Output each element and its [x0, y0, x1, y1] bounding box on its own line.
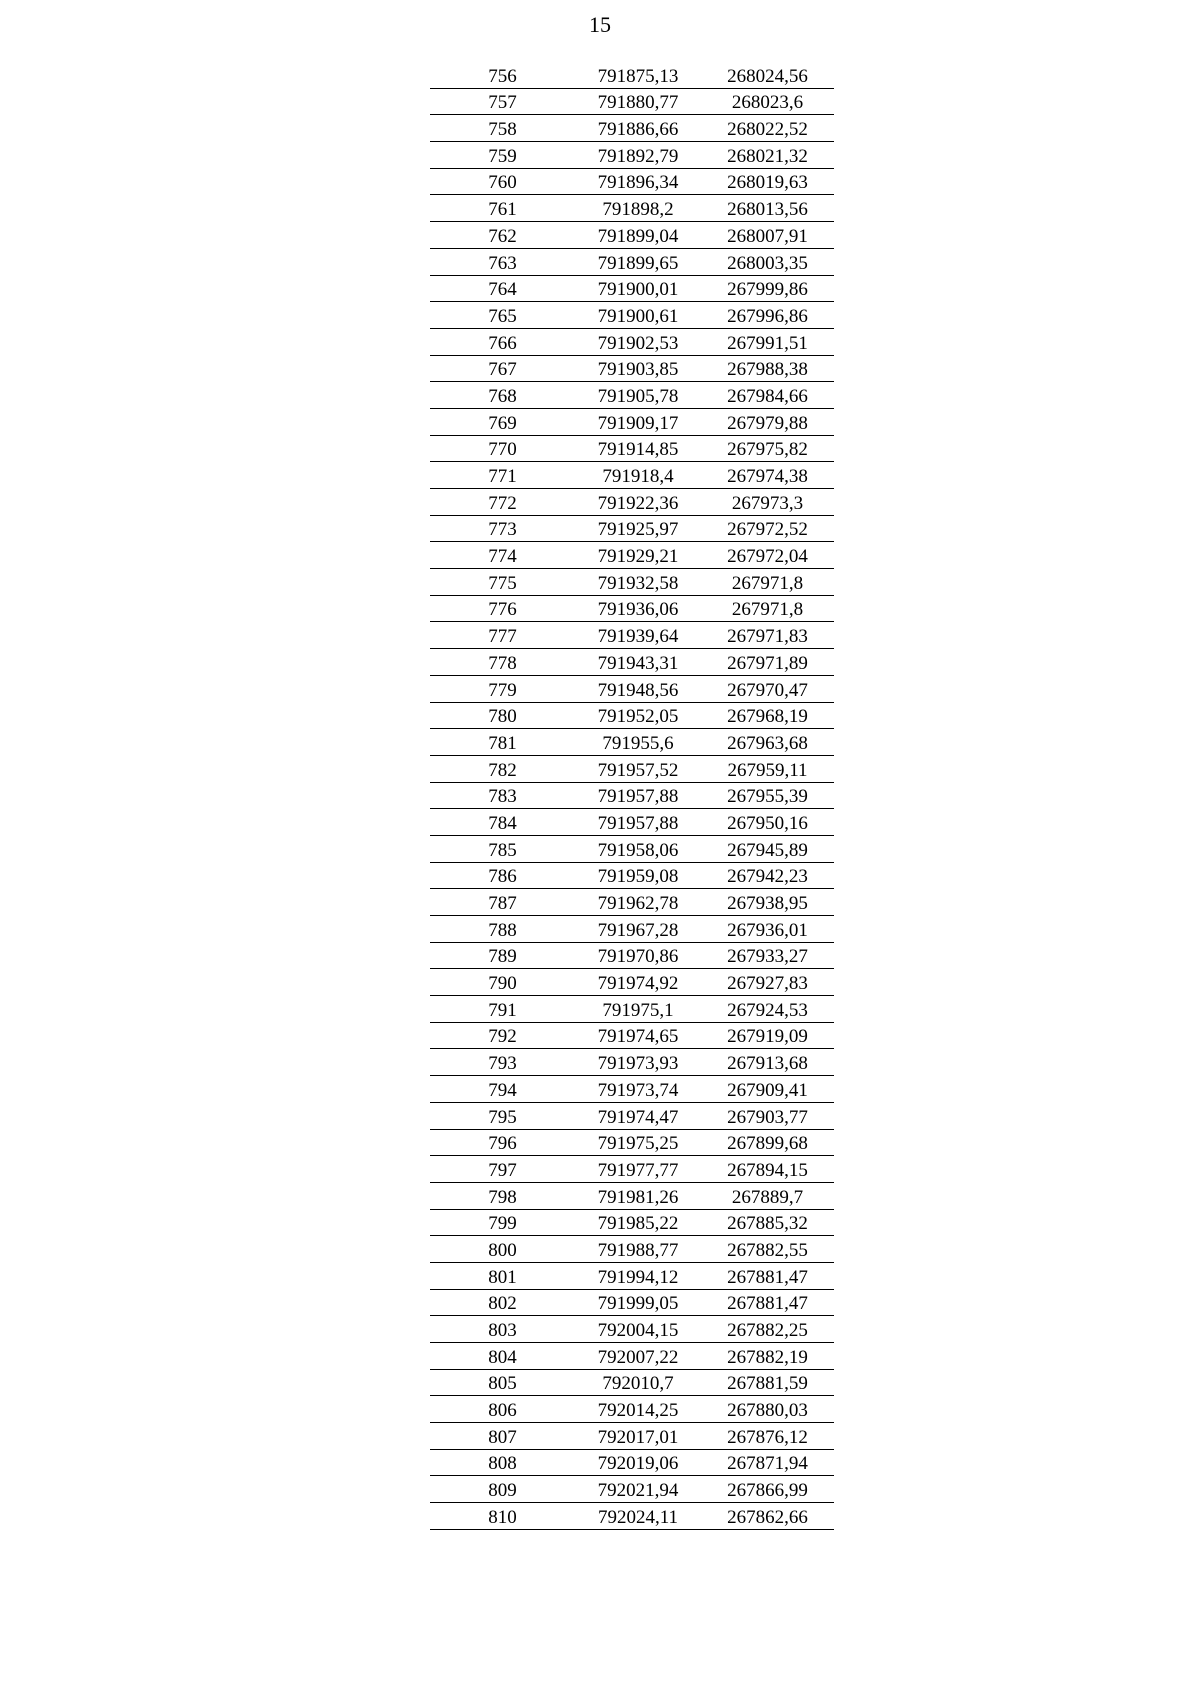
- y-coordinate-cell: 267971,8: [731, 572, 804, 594]
- x-coordinate-cell: 791957,88: [597, 786, 679, 808]
- y-coordinate-cell: 267942,23: [727, 866, 808, 888]
- table-row: [430, 436, 834, 463]
- y-coordinate-cell: 267899,68: [727, 1133, 808, 1155]
- x-coordinate-cell: 792007,22: [597, 1346, 679, 1368]
- x-coordinate-cell: 791958,06: [597, 839, 679, 861]
- y-coordinate-cell: 267968,19: [727, 706, 808, 728]
- x-coordinate-cell: 792010,7: [602, 1373, 674, 1395]
- table-row: [430, 1130, 834, 1157]
- y-coordinate-cell: 267974,38: [727, 466, 808, 487]
- y-coordinate-cell: 267866,99: [727, 1480, 808, 1502]
- table-row: [430, 249, 834, 276]
- table-row: [430, 1023, 834, 1050]
- y-coordinate-cell: 268013,56: [727, 199, 808, 221]
- point-number-cell: 763: [488, 252, 517, 274]
- x-coordinate-cell: 791909,17: [597, 412, 679, 434]
- point-number-cell: 798: [488, 1186, 517, 1208]
- x-coordinate-cell: 791898,2: [602, 199, 674, 221]
- y-coordinate-cell: 267970,47: [727, 679, 808, 701]
- x-coordinate-cell: 791948,56: [597, 679, 679, 701]
- point-number-cell: 767: [488, 359, 517, 381]
- point-number-cell: 796: [488, 1133, 517, 1155]
- point-number-cell: 789: [488, 946, 517, 968]
- point-number-cell: 803: [488, 1320, 517, 1341]
- x-coordinate-cell: 791922,36: [597, 492, 679, 514]
- table-row: [430, 1183, 834, 1210]
- y-coordinate-cell: 267950,16: [727, 812, 808, 834]
- table-row: [430, 489, 834, 516]
- table-row: [430, 836, 834, 863]
- point-number-cell: 772: [488, 492, 517, 514]
- table-row: [430, 89, 834, 116]
- point-number-cell: 762: [488, 225, 517, 247]
- x-coordinate-cell: 791981,26: [597, 1186, 679, 1208]
- x-coordinate-cell: 791875,13: [597, 65, 679, 87]
- x-coordinate-cell: 791973,74: [597, 1079, 679, 1101]
- y-coordinate-cell: 268021,32: [727, 145, 808, 167]
- y-coordinate-cell: 267971,83: [727, 626, 808, 648]
- x-coordinate-cell: 791975,25: [597, 1133, 679, 1155]
- table-row: [430, 1156, 834, 1183]
- y-coordinate-cell: 267909,41: [727, 1079, 808, 1101]
- y-coordinate-cell: 267988,38: [727, 359, 808, 381]
- table-row: [430, 462, 834, 489]
- y-coordinate-cell: 267972,52: [727, 519, 808, 541]
- point-number-cell: 761: [488, 199, 517, 221]
- y-coordinate-cell: 267871,94: [727, 1453, 808, 1475]
- y-coordinate-cell: 267924,53: [727, 999, 808, 1021]
- x-coordinate-cell: 791925,97: [597, 519, 679, 541]
- y-coordinate-cell: 267945,89: [727, 839, 808, 861]
- y-coordinate-cell: 268007,91: [727, 225, 808, 247]
- y-coordinate-cell: 267876,12: [727, 1426, 808, 1448]
- y-coordinate-cell: 268022,52: [727, 119, 808, 141]
- x-coordinate-cell: 791918,4: [602, 466, 674, 487]
- point-number-cell: 769: [488, 412, 517, 434]
- point-number-cell: 780: [488, 706, 517, 728]
- x-coordinate-cell: 791994,12: [597, 1266, 679, 1288]
- table-row: [430, 142, 834, 169]
- table-row: [430, 542, 834, 569]
- x-coordinate-cell: 791957,52: [597, 759, 679, 781]
- x-coordinate-cell: 792021,94: [597, 1480, 679, 1502]
- y-coordinate-cell: 267991,51: [727, 332, 808, 354]
- point-number-cell: 758: [488, 119, 517, 141]
- x-coordinate-cell: 791899,65: [597, 252, 679, 274]
- point-number-cell: 778: [488, 652, 517, 674]
- x-coordinate-cell: 791896,34: [597, 172, 679, 194]
- point-number-cell: 809: [488, 1480, 517, 1502]
- y-coordinate-cell: 267936,01: [727, 919, 808, 941]
- table-row: [430, 516, 834, 543]
- x-coordinate-cell: 791886,66: [597, 119, 679, 141]
- point-number-cell: 779: [488, 679, 517, 701]
- table-row: [430, 1370, 834, 1397]
- table-row: [430, 1450, 834, 1477]
- y-coordinate-cell: 267973,3: [731, 492, 804, 514]
- y-coordinate-cell: 267919,09: [727, 1026, 808, 1048]
- y-coordinate-cell: 267999,86: [727, 279, 808, 301]
- x-coordinate-cell: 791988,77: [597, 1239, 679, 1261]
- table-row: [430, 1210, 834, 1237]
- point-number-cell: 781: [488, 732, 517, 754]
- table-row: [430, 569, 834, 596]
- x-coordinate-cell: 791962,78: [597, 893, 679, 914]
- y-coordinate-cell: 267862,66: [727, 1506, 808, 1528]
- point-number-cell: 794: [488, 1079, 517, 1101]
- point-number-cell: 799: [488, 1213, 517, 1235]
- point-number-cell: 765: [488, 305, 517, 327]
- x-coordinate-cell: 791952,05: [597, 706, 679, 728]
- table-row: [430, 916, 834, 943]
- y-coordinate-cell: 268019,63: [727, 172, 808, 194]
- x-coordinate-cell: 791973,93: [597, 1053, 679, 1075]
- x-coordinate-cell: 791932,58: [597, 572, 679, 594]
- y-coordinate-cell: 267881,47: [727, 1266, 808, 1288]
- x-coordinate-cell: 791943,31: [597, 652, 679, 674]
- y-coordinate-cell: 267881,59: [727, 1373, 808, 1395]
- table-row: [430, 756, 834, 783]
- point-number-cell: 773: [488, 519, 517, 541]
- x-coordinate-cell: 791957,88: [597, 812, 679, 834]
- point-number-cell: 807: [488, 1426, 517, 1448]
- point-number-cell: 768: [488, 385, 517, 407]
- table-row: [430, 596, 834, 623]
- table-row: [430, 276, 834, 303]
- coordinates-table: [430, 62, 834, 1530]
- point-number-cell: 792: [488, 1026, 517, 1048]
- y-coordinate-cell: 267889,7: [731, 1186, 804, 1208]
- y-coordinate-cell: 267913,68: [727, 1053, 808, 1075]
- point-number-cell: 795: [488, 1106, 517, 1128]
- x-coordinate-cell: 791974,92: [597, 973, 679, 995]
- y-coordinate-cell: 267894,15: [727, 1159, 808, 1181]
- point-number-cell: 757: [488, 92, 517, 114]
- table-row: [430, 1503, 834, 1530]
- point-number-cell: 806: [488, 1400, 517, 1422]
- table-row: [430, 1263, 834, 1290]
- y-coordinate-cell: 267971,8: [731, 599, 804, 621]
- point-number-cell: 804: [488, 1346, 517, 1368]
- point-number-cell: 776: [488, 599, 517, 621]
- table-row: [430, 62, 834, 89]
- x-coordinate-cell: 791985,22: [597, 1213, 679, 1235]
- table-row: [430, 676, 834, 703]
- table-row: [430, 1343, 834, 1370]
- x-coordinate-cell: 791900,01: [597, 279, 679, 301]
- x-coordinate-cell: 791902,53: [597, 332, 679, 354]
- point-number-cell: 775: [488, 572, 517, 594]
- table-row: [430, 1396, 834, 1423]
- table-row: [430, 1076, 834, 1103]
- x-coordinate-cell: 791959,08: [597, 866, 679, 888]
- table-row: [430, 729, 834, 756]
- table-row: [430, 329, 834, 356]
- y-coordinate-cell: 268023,6: [731, 92, 804, 114]
- point-number-cell: 770: [488, 439, 517, 461]
- point-number-cell: 782: [488, 759, 517, 781]
- point-number-cell: 771: [488, 466, 517, 487]
- point-number-cell: 787: [488, 893, 517, 914]
- point-number-cell: 786: [488, 866, 517, 888]
- x-coordinate-cell: 791936,06: [597, 599, 679, 621]
- y-coordinate-cell: 268003,35: [727, 252, 808, 274]
- point-number-cell: 774: [488, 546, 517, 568]
- x-coordinate-cell: 791999,05: [597, 1293, 679, 1315]
- y-coordinate-cell: 267882,19: [727, 1346, 808, 1368]
- table-row: [430, 409, 834, 436]
- point-number-cell: 802: [488, 1293, 517, 1315]
- x-coordinate-cell: 791977,77: [597, 1159, 679, 1181]
- point-number-cell: 760: [488, 172, 517, 194]
- table-row: [430, 222, 834, 249]
- x-coordinate-cell: 791903,85: [597, 359, 679, 381]
- page-number: 15: [589, 12, 611, 37]
- y-coordinate-cell: 267933,27: [727, 946, 808, 968]
- x-coordinate-cell: 791929,21: [597, 546, 679, 568]
- x-coordinate-cell: 792014,25: [597, 1400, 679, 1422]
- x-coordinate-cell: 792004,15: [597, 1320, 679, 1341]
- table-row: [430, 809, 834, 836]
- y-coordinate-cell: 267927,83: [727, 973, 808, 995]
- point-number-cell: 777: [488, 626, 517, 648]
- table-row: [430, 863, 834, 890]
- point-number-cell: 756: [488, 65, 517, 87]
- point-number-cell: 764: [488, 279, 517, 301]
- table-row: [430, 996, 834, 1023]
- table-row: [430, 649, 834, 676]
- table-row: [430, 382, 834, 409]
- point-number-cell: 783: [488, 786, 517, 808]
- x-coordinate-cell: 791900,61: [597, 305, 679, 327]
- table-row: [430, 943, 834, 970]
- table-row: [430, 1236, 834, 1263]
- y-coordinate-cell: 267885,32: [727, 1213, 808, 1235]
- table-row: [430, 195, 834, 222]
- point-number-cell: 790: [488, 973, 517, 995]
- table-row: [430, 115, 834, 142]
- point-number-cell: 784: [488, 812, 517, 834]
- y-coordinate-cell: 267959,11: [727, 759, 808, 781]
- x-coordinate-cell: 791914,85: [597, 439, 679, 461]
- point-number-cell: 793: [488, 1053, 517, 1075]
- table-row: [430, 169, 834, 196]
- y-coordinate-cell: 267975,82: [727, 439, 808, 461]
- x-coordinate-cell: 791974,47: [597, 1106, 679, 1128]
- x-coordinate-cell: 791899,04: [597, 225, 679, 247]
- table-row: [430, 1316, 834, 1343]
- point-number-cell: 800: [488, 1239, 517, 1261]
- table-row: [430, 1476, 834, 1503]
- y-coordinate-cell: 267979,88: [727, 412, 808, 434]
- point-number-cell: 801: [488, 1266, 517, 1288]
- y-coordinate-cell: 267996,86: [727, 305, 808, 327]
- table-row: [430, 302, 834, 329]
- y-coordinate-cell: 268024,56: [727, 65, 808, 87]
- x-coordinate-cell: 791975,1: [602, 999, 674, 1021]
- y-coordinate-cell: 267882,25: [727, 1320, 808, 1341]
- y-coordinate-cell: 267903,77: [727, 1106, 808, 1128]
- x-coordinate-cell: 791974,65: [597, 1026, 679, 1048]
- y-coordinate-cell: 267972,04: [727, 546, 808, 568]
- y-coordinate-cell: 267971,89: [727, 652, 808, 674]
- y-coordinate-cell: 267984,66: [727, 385, 808, 407]
- x-coordinate-cell: 791939,64: [597, 626, 679, 648]
- point-number-cell: 805: [488, 1373, 517, 1395]
- table-row: [430, 1423, 834, 1450]
- x-coordinate-cell: 791970,86: [597, 946, 679, 968]
- x-coordinate-cell: 791880,77: [597, 92, 679, 114]
- point-number-cell: 810: [488, 1506, 517, 1528]
- x-coordinate-cell: 792017,01: [597, 1426, 679, 1448]
- point-number-cell: 788: [488, 919, 517, 941]
- table-row: [430, 783, 834, 810]
- y-coordinate-cell: 267882,55: [727, 1239, 808, 1261]
- table-row: [430, 622, 834, 649]
- y-coordinate-cell: 267881,47: [727, 1293, 808, 1315]
- y-coordinate-cell: 267880,03: [727, 1400, 808, 1422]
- x-coordinate-cell: 791905,78: [597, 385, 679, 407]
- point-number-cell: 791: [488, 999, 517, 1021]
- x-coordinate-cell: 792019,06: [597, 1453, 679, 1475]
- table-row: [430, 703, 834, 730]
- point-number-cell: 759: [488, 145, 517, 167]
- point-number-cell: 808: [488, 1453, 517, 1475]
- y-coordinate-cell: 267938,95: [727, 893, 808, 914]
- x-coordinate-cell: 791967,28: [597, 919, 679, 941]
- y-coordinate-cell: 267963,68: [727, 732, 808, 754]
- x-coordinate-cell: 791955,6: [602, 732, 674, 754]
- point-number-cell: 797: [488, 1159, 517, 1181]
- point-number-cell: 785: [488, 839, 517, 861]
- x-coordinate-cell: 792024,11: [597, 1506, 679, 1528]
- x-coordinate-cell: 791892,79: [597, 145, 679, 167]
- table-row: [430, 889, 834, 916]
- y-coordinate-cell: 267955,39: [727, 786, 808, 808]
- table-row: [430, 1290, 834, 1317]
- table-row: [430, 1103, 834, 1130]
- point-number-cell: 766: [488, 332, 517, 354]
- table-row: [430, 969, 834, 996]
- table-row: [430, 356, 834, 383]
- table-row: [430, 1049, 834, 1076]
